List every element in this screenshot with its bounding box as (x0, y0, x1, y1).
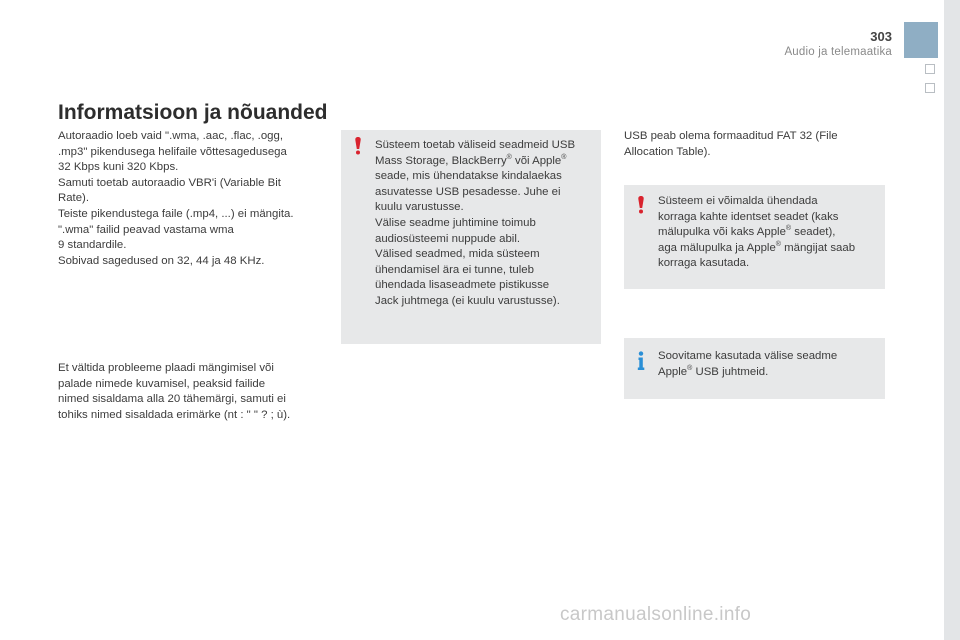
text-line: Süsteem toetab väliseid seadmeid USB (375, 139, 576, 151)
nav-square-icon (925, 64, 935, 74)
text-fragment: seadet), (791, 226, 836, 239)
text-line: Välise seadme juhtimine toimub (375, 216, 536, 229)
text-line: nimed sisaldama alla 20 tähemärgi, samuti ei (58, 393, 286, 406)
text-line: audiosüsteemi nuppude abil. (375, 232, 521, 245)
warning-icon (349, 136, 367, 156)
warning-text (658, 194, 855, 272)
text-line: ".wma" failid peavad vastama wma (58, 223, 234, 236)
registered-mark: ® (561, 153, 567, 161)
page-number: 303 (870, 29, 892, 44)
text-line: Allocation Table). (624, 145, 711, 158)
text-fragment: või Apple (511, 154, 562, 167)
chapter-tab (904, 22, 938, 58)
text-line: Rate). (58, 192, 90, 205)
text-line (658, 241, 855, 257)
text-line: Autoraadio loeb vaid ".wma, .aac, .flac, .ogg, (58, 130, 284, 142)
text-line (658, 365, 837, 381)
registered-mark: ® (687, 364, 693, 372)
text-line: Välised seadmed, mida süsteem (375, 248, 540, 261)
info-text (658, 349, 837, 380)
text-line: palade nimede kuvamisel, peaksid failide (58, 377, 266, 390)
page-title: Informatsioon ja nõuanded (58, 101, 328, 124)
text-line (375, 154, 575, 170)
text-column-3 (624, 129, 838, 160)
warning-icon (632, 195, 650, 215)
info-box-apple-cables (624, 338, 885, 399)
watermark: carmanualsonline.info (560, 604, 752, 625)
text-line: 32 Kbps kuni 320 Kbps. (58, 161, 179, 174)
text-line: Samuti toetab autoraadio VBR'i (Variable Bit (58, 176, 281, 189)
text-line: korraga kahte identset seadet (kaks (658, 210, 839, 223)
text-line: Teiste pikendustega faile (.mp4, ...) ei mängita. (58, 207, 294, 220)
text-fragment: Apple (658, 365, 688, 378)
text-line: seade, mis ühendatakse kindalaekas (375, 170, 562, 183)
warning-box-usb-devices (341, 130, 601, 344)
text-line: tohiks nimed sisaldada erimärke (nt : " " ? ; ù). (58, 408, 291, 421)
text-line: Sobivad sagedused on 32, 44 ja 48 KHz. (58, 254, 265, 267)
text-line: USB peab olema formaaditud FAT 32 (File (624, 130, 838, 142)
text-line: Jack juhtmega (ei kuulu varustusse). (375, 294, 560, 307)
text-line: 9 standardile. (58, 239, 127, 252)
warning-text (375, 138, 575, 310)
text-line: Et vältida probleeme plaadi mängimisel või (58, 362, 274, 374)
info-icon (632, 351, 650, 371)
text-column-1-note (58, 361, 290, 423)
text-line: .mp3" pikendusega helifaile võttesagedusega (58, 145, 287, 158)
section-title: Audio ja telemaatika (784, 46, 892, 58)
text-fragment: USB juhtmeid. (692, 365, 769, 378)
registered-mark: ® (785, 225, 792, 233)
text-line (658, 225, 855, 241)
text-line: Süsteem ei võimalda ühendada (658, 195, 818, 207)
registered-mark: ® (775, 240, 781, 248)
text-column-1 (58, 129, 294, 269)
page-edge-bar (944, 0, 960, 640)
text-line: asuvatesse USB pesadesse. Juhe ei (375, 185, 561, 198)
registered-mark: ® (506, 153, 512, 161)
text-fragment: aga mälupulka ja Apple (658, 241, 776, 254)
text-line: korraga kasutada. (658, 257, 750, 270)
text-line: Soovitame kasutada välise seadme (658, 350, 838, 362)
text-fragment: mängijat saab (780, 241, 856, 254)
nav-square-icon (925, 83, 935, 93)
text-fragment: Mass Storage, BlackBerry (375, 154, 507, 167)
text-line: kuulu varustusse. (375, 201, 464, 214)
warning-box-identical-devices (624, 185, 885, 289)
text-fragment: mälupulka või kaks Apple (658, 226, 786, 239)
text-line: ühendada lisaseadmete pistikusse (375, 279, 550, 292)
text-line: ühendamisel ära ei tunne, tuleb (375, 263, 534, 276)
